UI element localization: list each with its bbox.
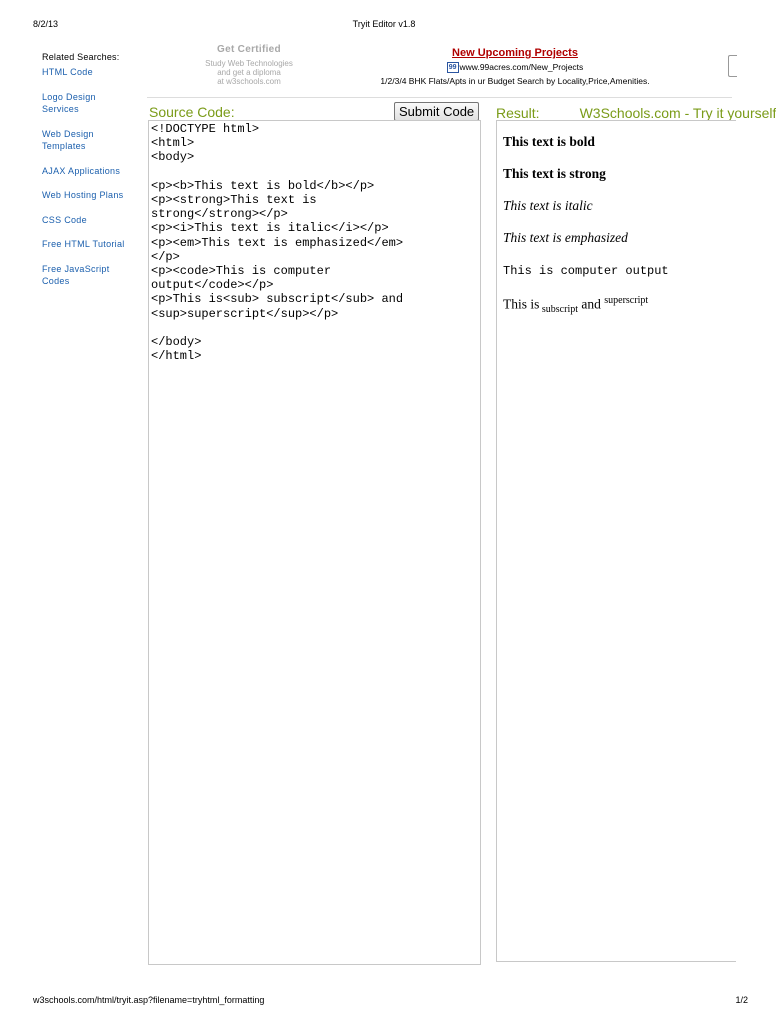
related-search-link[interactable] [42, 189, 138, 202]
result-sub-prefix: This is [503, 296, 540, 312]
related-search-line[interactable]: Codes [42, 276, 70, 286]
result-superscript: superscript [604, 295, 649, 306]
result-label-text: Result: [496, 105, 540, 121]
related-search-line[interactable]: Free JavaScript [42, 263, 110, 274]
ad-title-link[interactable]: New Upcoming Projects [452, 47, 578, 59]
related-search-link[interactable] [42, 91, 138, 116]
99acres-logo-icon: 99 [448, 64, 457, 72]
result-frame[interactable] [496, 120, 736, 962]
ad-url[interactable]: www.99acres.com/New_Projects [459, 62, 584, 72]
source-code-label: Source Code: [149, 104, 235, 120]
ad-url-row[interactable] [350, 62, 680, 73]
result-bold-text: This text is bold [503, 134, 595, 149]
related-searches-heading: Related Searches: [42, 52, 120, 62]
related-search-link[interactable] [42, 263, 138, 288]
source-code-editor[interactable] [148, 120, 481, 965]
result-italic-text: This text is italic [503, 198, 593, 213]
get-certified-line: Study Web Technologies [205, 59, 293, 68]
result-label [496, 105, 776, 121]
result-code-text: This is computer output [503, 264, 669, 278]
get-certified-text [196, 59, 302, 86]
divider [147, 97, 732, 98]
get-certified-line: and get a diploma [217, 68, 281, 77]
related-search-line[interactable]: Templates [42, 141, 86, 151]
related-search-line[interactable]: HTML Code [42, 67, 93, 77]
related-search-link[interactable] [42, 66, 138, 79]
related-search-line[interactable]: AJAX Applications [42, 165, 121, 176]
related-search-link[interactable] [42, 165, 138, 178]
result-sub-sup-text [503, 295, 648, 315]
related-search-line[interactable]: Services [42, 104, 79, 114]
result-strong-text: This text is strong [503, 166, 606, 181]
result-emphasized-text: This text is emphasized [503, 230, 628, 245]
related-searches-sidebar [42, 52, 138, 300]
result-site-title: W3Schools.com - Try it yourself [579, 105, 776, 121]
related-search-link[interactable] [42, 128, 138, 153]
related-search-line[interactable]: CSS Code [42, 214, 87, 225]
result-and: and [578, 296, 605, 312]
related-search-link[interactable] [42, 238, 138, 251]
ad-block [350, 47, 680, 86]
submit-code-button[interactable]: Submit Code [394, 102, 479, 121]
print-footer-page: 1/2 [735, 995, 748, 1005]
get-certified-promo[interactable] [196, 44, 302, 86]
clipped-edge-element [728, 55, 737, 77]
print-title: Tryit Editor v1.8 [352, 19, 416, 29]
related-search-line[interactable]: Web Design [42, 128, 94, 139]
source-code-text[interactable]: <!DOCTYPE html> <html> <body> <p><b>This text is bold</b></p> <p><strong>This text is strong</strong></p> <p><i>This text is italic</i></p> <p><em>This text is emphasized</em> </p> <p><code>This is computer output</code></p> <p>This is<sub> subscript</sub> and <sup>superscript</sup></p> </body> </html> [151, 122, 404, 364]
related-search-line[interactable]: Web Hosting Plans [42, 190, 124, 200]
related-search-line[interactable]: Logo Design [42, 91, 96, 102]
get-certified-line: at w3schools.com [217, 77, 281, 86]
related-search-link[interactable] [42, 214, 138, 227]
print-date: 8/2/13 [33, 19, 59, 29]
related-searches-list [42, 66, 138, 288]
related-search-line[interactable]: Free HTML Tutorial [42, 239, 125, 249]
ad-description: 1/2/3/4 BHK Flats/Apts in ur Budget Search by Locality,Price,Amenities. [380, 76, 650, 87]
get-certified-title[interactable]: Get Certified [217, 44, 281, 55]
result-subscript: subscript [539, 304, 578, 316]
print-footer-url: w3schools.com/html/tryit.asp?filename=tryhtml_formatting [33, 995, 265, 1005]
